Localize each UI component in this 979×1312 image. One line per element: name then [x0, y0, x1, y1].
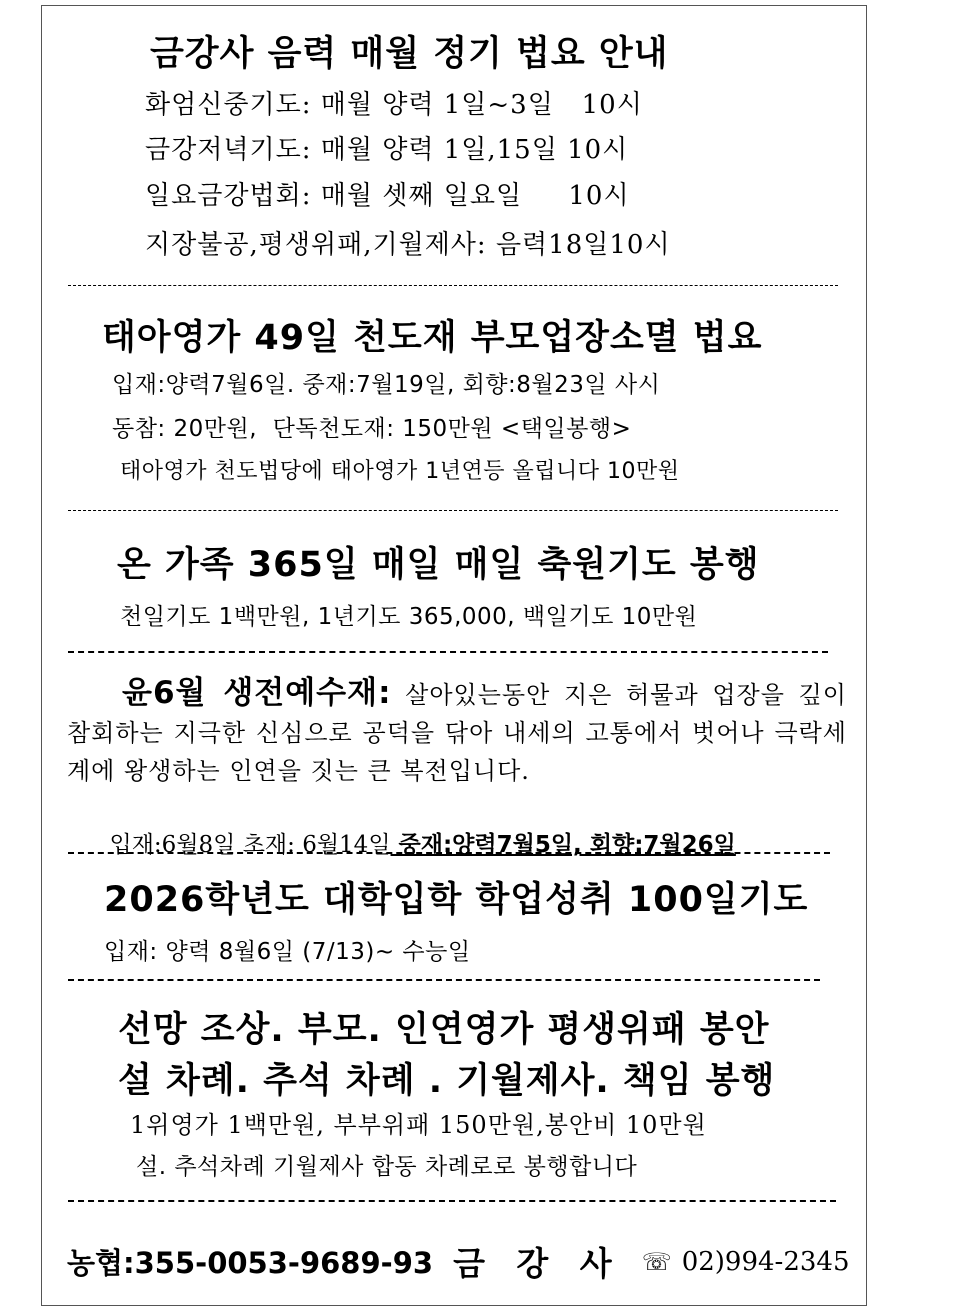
section1-line1: 화엄신중기도: 매월 양력 1일~3일 10시	[145, 90, 643, 120]
section4-paragraph	[67, 674, 847, 790]
divider	[68, 510, 838, 511]
section2-title: 태아영가 49일 천도재 부모업장소멸 법요	[102, 318, 763, 358]
divider	[68, 979, 820, 981]
divider	[68, 1200, 836, 1202]
section6-line2: 설. 추석차례 기월제사 합동 차례로로 봉행합니다	[136, 1154, 638, 1180]
section4-dates	[98, 800, 736, 859]
section5-title: 2026학년도 대학입학 학업성취 100일기도	[104, 880, 809, 920]
section3-title: 온 가족 365일 매일 매일 축원기도 봉행	[117, 545, 760, 585]
section5-line: 입재: 양력 8월6일 (7/13)~ 수능일	[104, 939, 471, 965]
footer	[67, 1238, 850, 1285]
section1-title: 금강사 음력 매월 정기 법요 안내	[150, 34, 669, 74]
section4-text: 살아있는동안 지은 허물과 업장을 깊이 참회하는 지극한 신심으로 공덕을 닦아 내세의 고통에서 벗어나 극락세계에 왕생하는 인연을 짓는 큰 복전입니다.	[67, 681, 847, 785]
section4-dates-plain: 입재:6월8일 초재: 6월14일	[109, 832, 391, 858]
section6-line1: 1위영가 1백만원, 부부위패 150만원,봉안비 10만원	[130, 1111, 707, 1139]
section1-line2: 금강저녁기도: 매월 양력 1일,15일 10시	[145, 135, 629, 165]
section6-title2: 설 차례. 추석 차례 . 기월제사. 책임 봉행	[118, 1061, 776, 1101]
phone-icon: ☏	[641, 1247, 672, 1276]
section1-line4: 지장불공,평생위패,기월제사: 음력18일10시	[145, 230, 671, 260]
phone-number: 02)994-2345	[681, 1246, 850, 1277]
section4-lead: 윤6월 생전예수재:	[122, 675, 392, 711]
section1-line3: 일요금강법회: 매월 셋째 일요일 10시	[145, 181, 630, 211]
temple-name: 금 강 사	[453, 1244, 622, 1283]
bank-account: 농협:355-0053-9689-93	[67, 1246, 434, 1280]
section2-line1: 입재:양력7월6일. 중재:7월19일, 회향:8월23일 사시	[112, 372, 661, 398]
divider	[68, 285, 838, 286]
section3-line: 천일기도 1백만원, 1년기도 365,000, 백일기도 10만원	[120, 604, 698, 630]
section2-line2: 동참: 20만원, 단독천도재: 150만원 <택일봉행>	[112, 416, 632, 442]
divider	[68, 852, 830, 854]
section4-dates-underlined: 중재:양력7월5일, 회향:7월26일	[390, 832, 736, 858]
divider	[68, 651, 828, 653]
section2-line3: 태아영가 천도법당에 태아영가 1년연등 올립니다 10만원	[120, 459, 680, 484]
section6-title1: 선망 조상. 부모. 인연영가 평생위패 봉안	[118, 1010, 770, 1050]
